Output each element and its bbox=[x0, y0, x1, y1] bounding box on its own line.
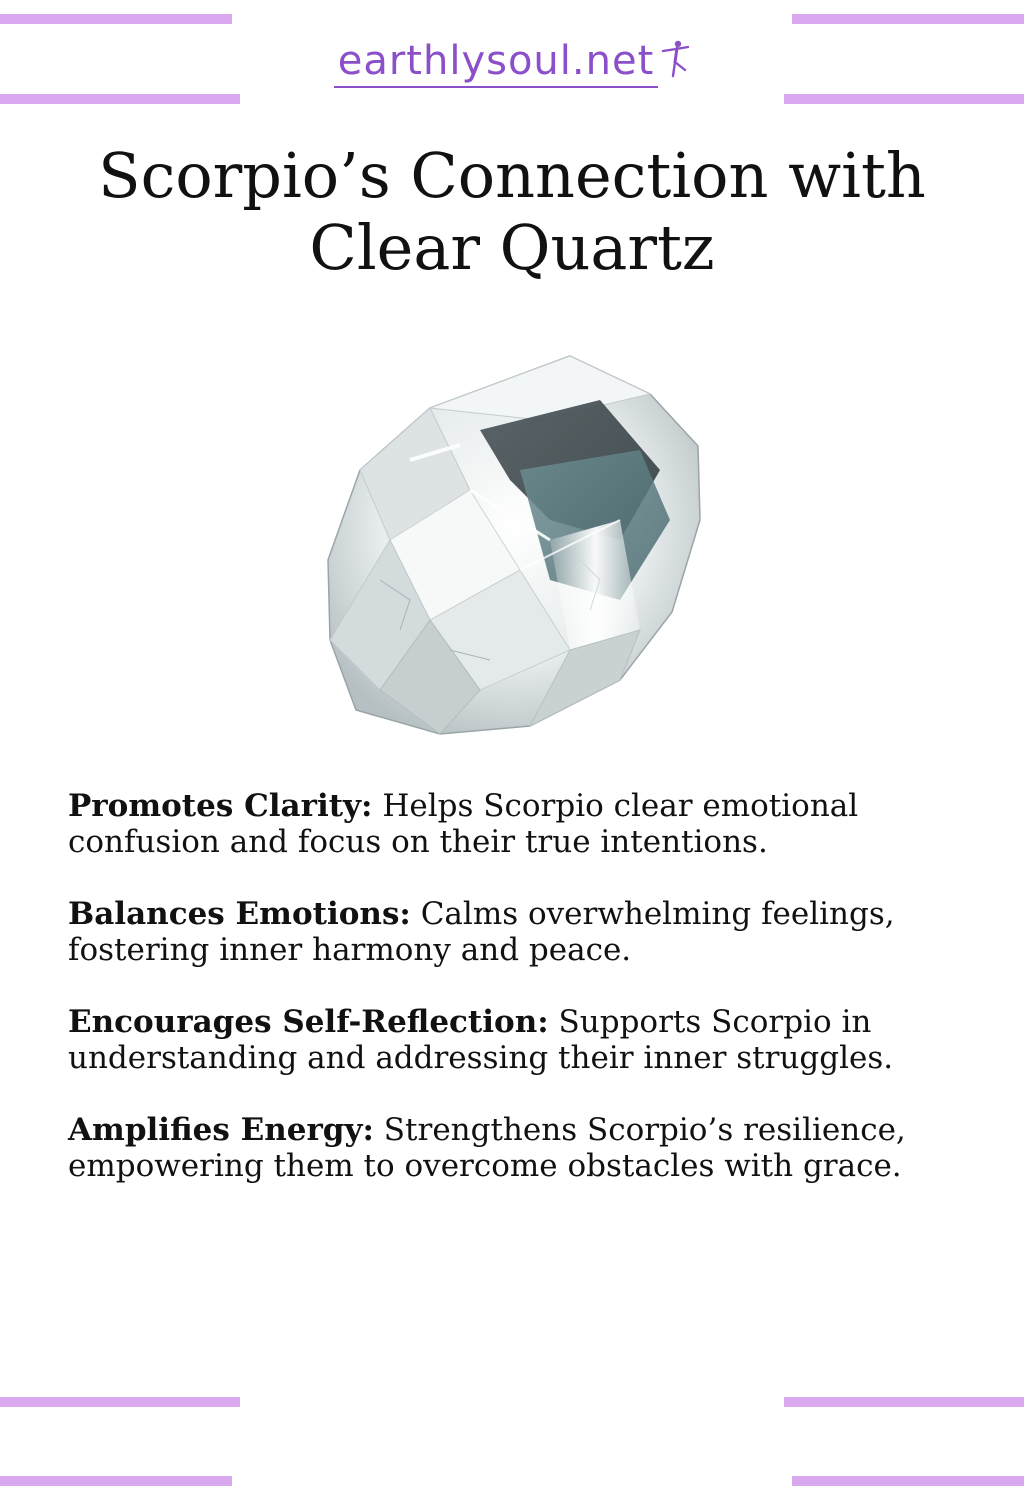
decor-bar-top-right-short bbox=[792, 14, 1024, 24]
decor-bar-top-right-long bbox=[784, 94, 1024, 104]
list-item-text: Helps Scorpio clear emotional confusion and focus on their true intentions. bbox=[68, 788, 859, 860]
list-item-label: Amplifies Energy: bbox=[68, 1112, 374, 1148]
decor-bar-top-left-long bbox=[0, 94, 240, 104]
list-item-label: Encourages Self-Reflection: bbox=[68, 1004, 549, 1040]
list-item-label: Promotes Clarity: bbox=[68, 788, 373, 824]
list-item bbox=[68, 1004, 968, 1076]
clear-quartz-crystal-image bbox=[320, 350, 710, 735]
list-item bbox=[68, 788, 968, 860]
decor-bar-bottom-right-long bbox=[784, 1397, 1024, 1407]
decor-bar-bottom-right-short bbox=[792, 1476, 1024, 1486]
list-item-text: Strengthens Scorpio’s resilience, empowering them to overcome obstacles with grace. bbox=[68, 1112, 906, 1184]
list-item-text: Calms overwhelming feelings, fostering inner harmony and peace. bbox=[68, 896, 895, 968]
decor-bar-bottom-left-short bbox=[0, 1476, 232, 1486]
page-title bbox=[30, 140, 994, 284]
logo-text: earthlysoul.net bbox=[334, 38, 659, 88]
title-line-2: Clear Quartz bbox=[309, 211, 715, 284]
list-item-text: Supports Scorpio in understanding and addressing their inner struggles. bbox=[68, 1004, 894, 1076]
list-item-label: Balances Emotions: bbox=[68, 896, 411, 932]
list-item bbox=[68, 896, 968, 968]
list-item bbox=[68, 1112, 968, 1184]
decor-bar-bottom-left-long bbox=[0, 1397, 240, 1407]
site-logo[interactable] bbox=[0, 38, 1024, 88]
decor-bar-top-left-short bbox=[0, 14, 232, 24]
dancer-logo-icon bbox=[660, 38, 690, 82]
title-line-1: Scorpio’s Connection with bbox=[98, 139, 926, 212]
benefits-list bbox=[68, 788, 968, 1220]
